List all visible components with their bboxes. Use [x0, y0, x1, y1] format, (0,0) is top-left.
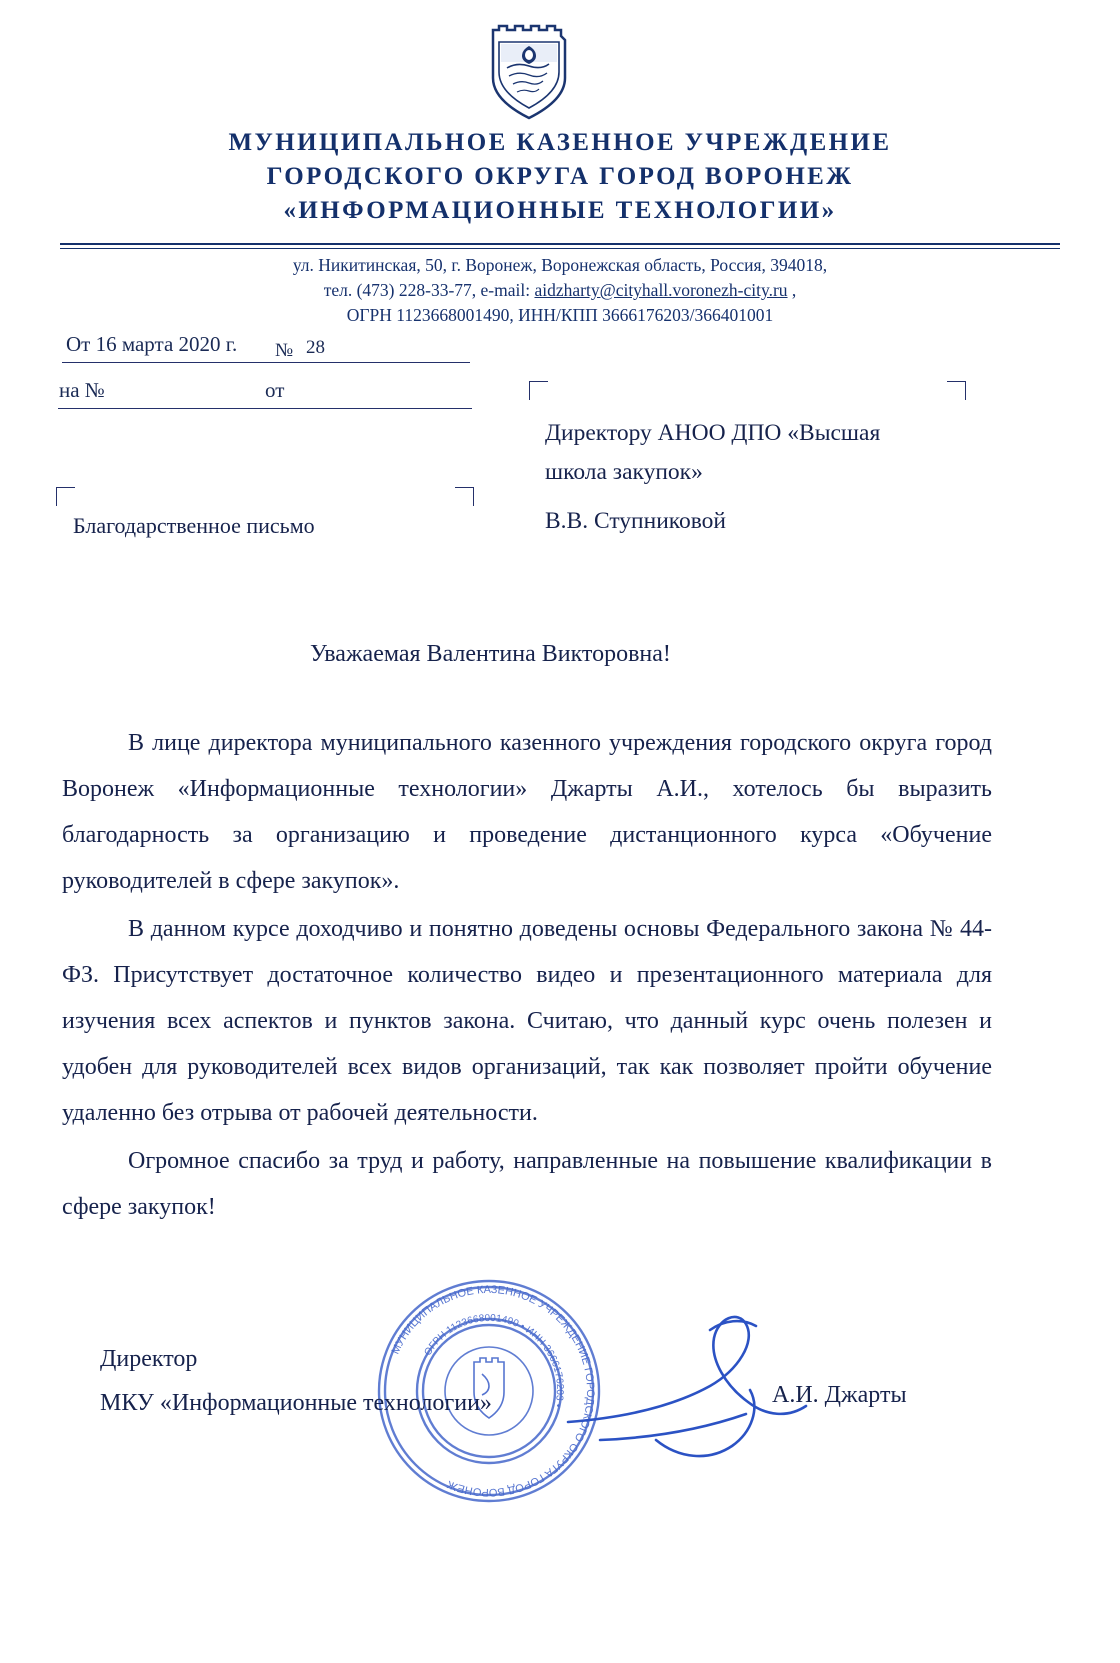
body-paragraph-1: В лице директора муниципального казенного учреждения городского округа город Воронеж «Информационные технологии» Джарты А.И., хотелось бы выразить благодарность за организацию и проведение дистанционного курса «Обучение руководителей в сфере закупок». — [62, 730, 992, 894]
organisation-title — [0, 126, 1120, 228]
body-paragraph-2: В данном курсе доходчиво и понятно доведены основы Федерального закона № 44-ФЗ. Присутствует достаточное количество видео и презентационного материала для изучения всех аспектов и пунктов закона. Считаю, что данный курс очень полезен и удобен для руководителей всех видов организаций, так как позволяет пройти обучение удаленно без отрыва от рабочей деятельности. — [62, 916, 992, 1126]
org-title-line-1: МУНИЦИПАЛЬНОЕ КАЗЕННОЕ УЧРЕЖДЕНИЕ — [228, 129, 892, 156]
reference-on-number-label: на № — [59, 378, 105, 402]
svg-text:ОГРН 1123668001490 • ИНН 36661: ОГРН 1123668001490 • ИНН 3666176203 • — [422, 1312, 566, 1409]
addressee-block — [545, 414, 1000, 492]
contact-address: ул. Никитинская, 50, г. Воронеж, Воронежская область, Россия, 394018, — [292, 255, 828, 275]
salutation: Уважаемая Валентина Викторовна! — [310, 641, 671, 667]
addressee-line-1: Директору АНОО ДПО «Высшая — [545, 420, 881, 446]
subject-bracket-right — [455, 487, 474, 506]
addressee-name: В.В. Ступниковой — [545, 508, 727, 534]
voronezh-coat-of-arms-icon — [487, 22, 571, 122]
contact-phone-prefix: тел. (473) 228-33-77, e-mail: — [323, 280, 535, 300]
signature-block — [100, 1337, 492, 1425]
addressee-bracket-right — [947, 381, 966, 400]
signature-name: А.И. Джарты — [772, 1382, 907, 1408]
reference-from-label: от — [265, 378, 285, 402]
reference-number-value: 28 — [306, 337, 325, 358]
contact-phone-email — [0, 278, 1120, 303]
addressee-line-2: школа закупок» — [545, 459, 703, 485]
subject-title: Благодарственное письмо — [73, 513, 315, 538]
header-divider — [60, 243, 1060, 249]
signature-position-line-1: Директор — [100, 1346, 198, 1372]
reference-rule-top — [62, 362, 470, 363]
org-title-line-2: ГОРОДСКОГО ОКРУГА ГОРОД ВОРОНЕЖ — [266, 163, 854, 190]
svg-text:МУНИЦИПАЛЬНОЕ КАЗЕННОЕ УЧРЕЖДЕ: МУНИЦИПАЛЬНОЕ КАЗЕННОЕ УЧРЕЖДЕНИЕ ГОРОДСКОГО ОКРУГА ГОРОД ВОРОНЕЖ — [389, 1283, 597, 1499]
signature-position-line-2: МКУ «Информационные технологии» — [100, 1390, 492, 1416]
reference-number-label: № — [275, 340, 294, 361]
contact-phone-suffix: , — [787, 280, 797, 300]
org-title-line-3: «ИНФОРМАЦИОННЫЕ ТЕХНОЛОГИИ» — [283, 197, 837, 224]
reference-date: От 16 марта 2020 г. — [66, 332, 238, 356]
contact-registration: ОГРН 1123668001490, ИНН/КПП 3666176203/366401001 — [346, 305, 774, 325]
organisation-contacts — [0, 253, 1120, 328]
body-paragraph-3: Огромное спасибо за труд и работу, направленные на повышение квалификации в сфере закупок! — [62, 1148, 992, 1220]
letter-body — [62, 720, 992, 1232]
subject-bracket-left — [56, 487, 75, 506]
contact-email-link[interactable]: aidzharty@cityhall.voronezh-city.ru — [534, 280, 788, 300]
reference-rule-bottom — [58, 408, 472, 409]
addressee-bracket-left — [529, 381, 548, 400]
